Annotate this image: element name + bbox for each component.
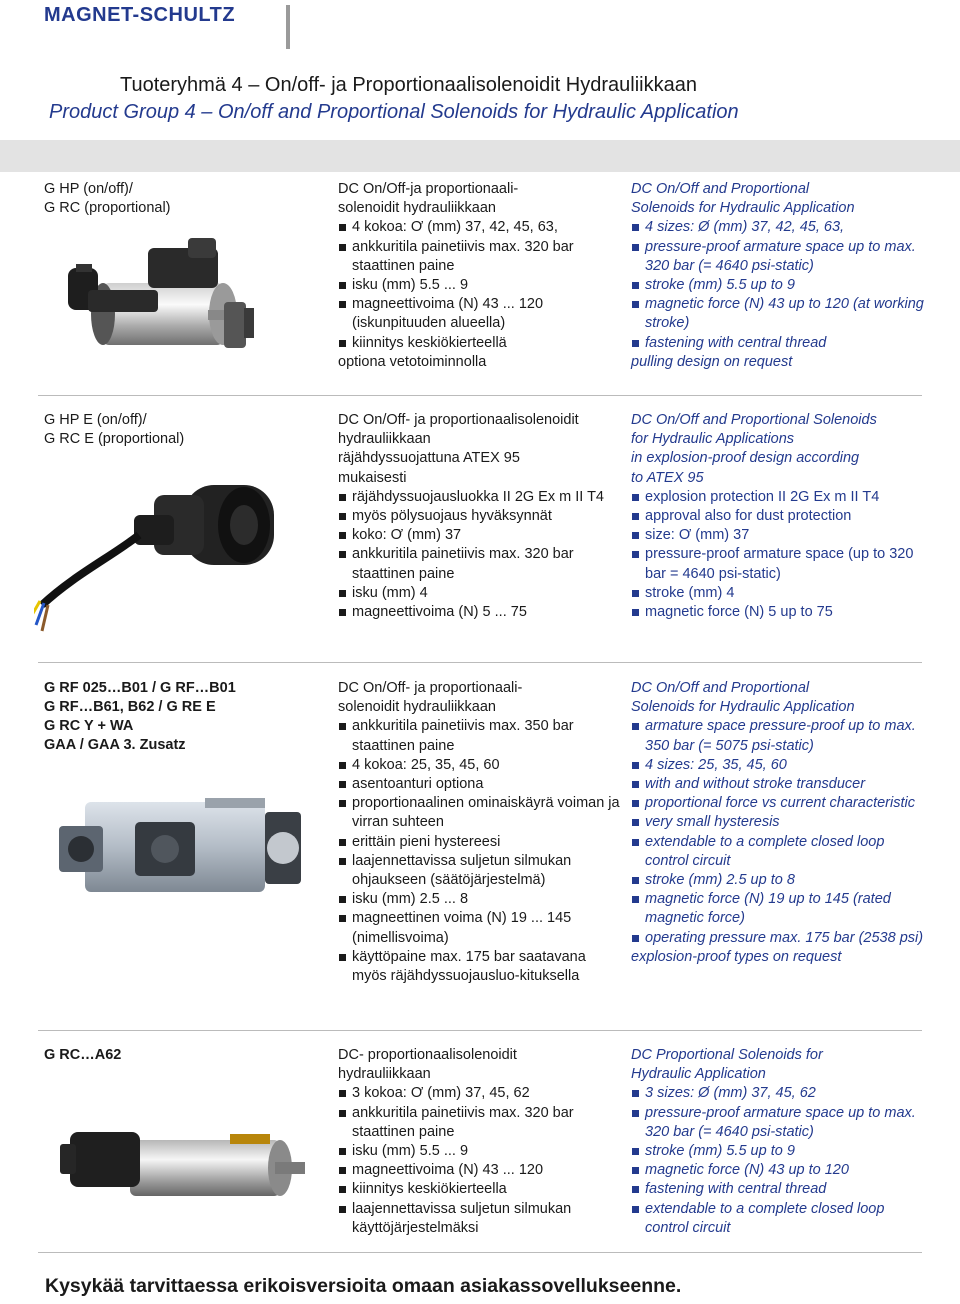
spec-item: pressure-proof armature space up to max. 320 bar (= 4640 psi-static) (631, 1104, 931, 1142)
spec-item: isku (mm) 5.5 ... 9 (338, 276, 623, 295)
spec-item: 3 sizes: Ø (mm) 37, 45, 62 (631, 1084, 931, 1103)
section-divider (38, 1252, 922, 1253)
spec-item: kiinnitys keskiökierteella (338, 1180, 623, 1199)
spec-item: kiinnitys keskiökierteellä (338, 334, 623, 353)
spec-item: proportional force vs current characteristic (631, 794, 931, 813)
spec-item: extendable to a complete closed loop control circuit (631, 1200, 931, 1238)
spec-item: magneettivoima (N) 43 ... 120 (iskunpituuden alueella) (338, 295, 623, 333)
spec-item: koko: Ơ (mm) 37 (338, 526, 623, 545)
spec-item: magneettivoima (N) 43 ... 120 (338, 1161, 623, 1180)
spec-item: very small hysteresis (631, 813, 931, 832)
spec-fi-1: DC On/Off-ja proportionaali- solenoidit hydrauliikkaan 4 kokoa: Ơ (mm) 37, 42, 45, 63, ankkuritila painetiivis max. 320 bar staattinen paine isku (mm) 5.5 ... 9 magneettivoima (N) 43 ... 120 (iskunpituuden alueella) kiinnitys keskiökierteellä optiona vetotoiminnolla (338, 180, 623, 372)
brand-logo: MAGNET-SCHULTZ (44, 4, 236, 26)
spec-item: laajennettavissa suljetun silmukan käyttöjärjestelmäksi (338, 1200, 623, 1238)
spec-item: magnetic force (N) 43 up to 120 (631, 1161, 931, 1180)
logo-divider (286, 5, 290, 49)
spec-item: operating pressure max. 175 bar (2538 psi) (631, 929, 931, 948)
spec-item: 4 kokoa: Ơ (mm) 37, 42, 45, 63, (338, 218, 623, 237)
spec-item: stroke (mm) 4 (631, 584, 931, 603)
spec-fi-4: DC- proportionaalisolenoidit hydrauliikkaan 3 kokoa: Ơ (mm) 37, 45, 62 ankkuritila painetiivis max. 320 bar staattinen paine isku (mm) 5.5 ... 9 magneettivoima (N) 43 ... 120 kiinnitys keskiökierteella laajennettavissa suljetun silmukan käyttöjärjestelmäksi (338, 1046, 623, 1238)
solenoid-photo-1 (48, 228, 288, 378)
spec-item: ankkuritila painetiivis max. 320 bar staattinen paine (338, 545, 623, 583)
spec-item: isku (mm) 2.5 ... 8 (338, 890, 623, 909)
solenoid-photo-2 (34, 455, 284, 640)
page-title-english: Product Group 4 – On/off and Proportional Solenoids for Hydraulic Application (49, 101, 739, 123)
product-name-1: G HP (on/off)/ G RC (proportional) (44, 181, 171, 216)
spec-item: magnetic force (N) 19 up to 145 (rated magnetic force) (631, 890, 931, 928)
spec-item: myös pölysuojaus hyväksynnät (338, 507, 623, 526)
spec-item: approval also for dust protection (631, 507, 931, 526)
spec-item: fastening with central thread (631, 1180, 931, 1199)
spec-item: 4 kokoa: 25, 35, 45, 60 (338, 756, 623, 775)
spec-item: ankkuritila painetiivis max. 350 bar staattinen paine (338, 717, 623, 755)
spec-item: pressure-proof armature space up to max. 320 bar (= 4640 psi-static) (631, 238, 931, 276)
spec-item: stroke (mm) 2.5 up to 8 (631, 871, 931, 890)
spec-item: 4 sizes: 25, 35, 45, 60 (631, 756, 931, 775)
spec-fi-2: DC On/Off- ja proportionaalisolenoidit hydrauliikkaan räjähdyssuojattuna ATEX 95 mukaisesti räjähdyssuojausluokka II 2G Ex m II T4 myös pölysuojaus hyväksynnät koko: Ơ (mm) 37 ankkuritila painetiivis max. 320 bar staattinen paine isku (mm) 4 magneettivoima (N) 5 ... 75 (338, 411, 623, 622)
spec-item: stroke (mm) 5.5 up to 9 (631, 1142, 931, 1161)
spec-item: extendable to a complete closed loop control circuit (631, 833, 931, 871)
footer-note: Kysykää tarvittaessa erikoisversioita omaan asiakassovellukseenne. (45, 1275, 682, 1297)
spec-item: ankkuritila painetiivis max. 320 bar staattinen paine (338, 238, 623, 276)
product-name-3: G RF 025…B01 / G RF…B01 G RF…B61, B62 / G RE E G RC Y + WA GAA / GAA 3. Zusatz (44, 680, 236, 753)
spec-item: with and without stroke transducer (631, 775, 931, 794)
spec-item: käyttöpaine max. 175 bar saatavana myös räjähdyssuojausluo-kituksella (338, 948, 623, 986)
spec-en-3: DC On/Off and Proportional Solenoids for Hydraulic Application armature space pressure-proof up to max. 350 bar (= 5075 psi-static) 4 sizes: 25, 35, 45, 60 with and without stroke transducer proportional force vs current characteristic very small hysteresis extendable to a complete closed loop control circuit stroke (mm) 2.5 up to 8 magnetic force (N) 19 up to 145 (rated magnetic force) operating pressure max. 175 bar (2538 psi) explosion-proof types on request (631, 679, 931, 967)
spec-item: ankkuritila painetiivis max. 320 bar staattinen paine (338, 1104, 623, 1142)
spec-item: magneettivoima (N) 5 ... 75 (338, 603, 623, 622)
spec-item: räjähdyssuojausluokka II 2G Ex m II T4 (338, 488, 623, 507)
spec-item: magneettinen voima (N) 19 ... 145 (nimellisvoima) (338, 909, 623, 947)
section-divider (38, 662, 922, 663)
product-name-2: G HP E (on/off)/ G RC E (proportional) (44, 412, 185, 447)
section-divider (38, 395, 922, 396)
spec-item: 4 sizes: Ø (mm) 37, 42, 45, 63, (631, 218, 931, 237)
spec-item: proportionaalinen ominaiskäyrä voiman ja virran suhteen (338, 794, 623, 832)
spec-en-1: DC On/Off and Proportional Solenoids for Hydraulic Application 4 sizes: Ø (mm) 37, 42, 45, 63, pressure-proof armature space up to max. 320 bar (= 4640 psi-static) stroke (mm) 5.5 up to 9 magnetic force (N) 43 up to 120 (at working stroke) fastening with central thread pulling design on request (631, 180, 931, 372)
spec-item: pressure-proof armature space (up to 320 bar = 4640 psi-static) (631, 545, 931, 583)
solenoid-photo-3 (55, 792, 303, 900)
spec-item: erittäin pieni hystereesi (338, 833, 623, 852)
solenoid-photo-4 (60, 1112, 310, 1207)
spec-item: fastening with central thread (631, 334, 931, 353)
spec-en-2: DC On/Off and Proportional Solenoids for Hydraulic Applications in explosion-proof design according to ATEX 95 explosion protection II 2G Ex m II T4 approval also for dust protection size: Ơ (mm) 37 pressure-proof armature space (up to 320 bar = 4640 psi-static) stroke (mm) 4 magnetic force (N) 5 up to 75 (631, 411, 931, 622)
section-divider (38, 1030, 922, 1031)
spec-item: asentoanturi optiona (338, 775, 623, 794)
spec-item: size: Ơ (mm) 37 (631, 526, 931, 545)
header-band (0, 140, 960, 172)
page-title-finnish: Tuoteryhmä 4 – On/off- ja Proportionaalisolenoidit Hydrauliikkaan (120, 74, 697, 96)
spec-item: laajennettavissa suljetun silmukan ohjaukseen (säätöjärjestelmä) (338, 852, 623, 890)
spec-en-4: DC Proportional Solenoids for Hydraulic Application 3 sizes: Ø (mm) 37, 45, 62 pressure-proof armature space up to max. 320 bar (= 4640 psi-static) stroke (mm) 5.5 up to 9 magnetic force (N) 43 up to 120 fastening with central thread extendable to a complete closed loop control circuit (631, 1046, 931, 1238)
spec-item: armature space pressure-proof up to max. 350 bar (= 5075 psi-static) (631, 717, 931, 755)
spec-item: magnetic force (N) 43 up to 120 (at working stroke) (631, 295, 931, 333)
product-name-4: G RC…A62 (44, 1047, 122, 1063)
spec-item: stroke (mm) 5.5 up to 9 (631, 276, 931, 295)
spec-item: magnetic force (N) 5 up to 75 (631, 603, 931, 622)
spec-item: isku (mm) 4 (338, 584, 623, 603)
spec-fi-3: DC On/Off- ja proportionaali- solenoidit hydrauliikkaan ankkuritila painetiivis max. 350 bar staattinen paine 4 kokoa: 25, 35, 45, 60 asentoanturi optiona proportionaalinen ominaiskäyrä voiman ja virran suhteen erittäin pieni hystereesi laajennettavissa suljetun silmukan ohjaukseen (säätöjärjestelmä) isku (mm) 2.5 ... 8 magneettinen voima (N) 19 ... 145 (nimellisvoima) käyttöpaine max. 175 bar saatavana myös räjähdyssuojausluo-kituksella (338, 679, 623, 986)
spec-item: explosion protection II 2G Ex m II T4 (631, 488, 931, 507)
spec-item: isku (mm) 5.5 ... 9 (338, 1142, 623, 1161)
spec-item: 3 kokoa: Ơ (mm) 37, 45, 62 (338, 1084, 623, 1103)
